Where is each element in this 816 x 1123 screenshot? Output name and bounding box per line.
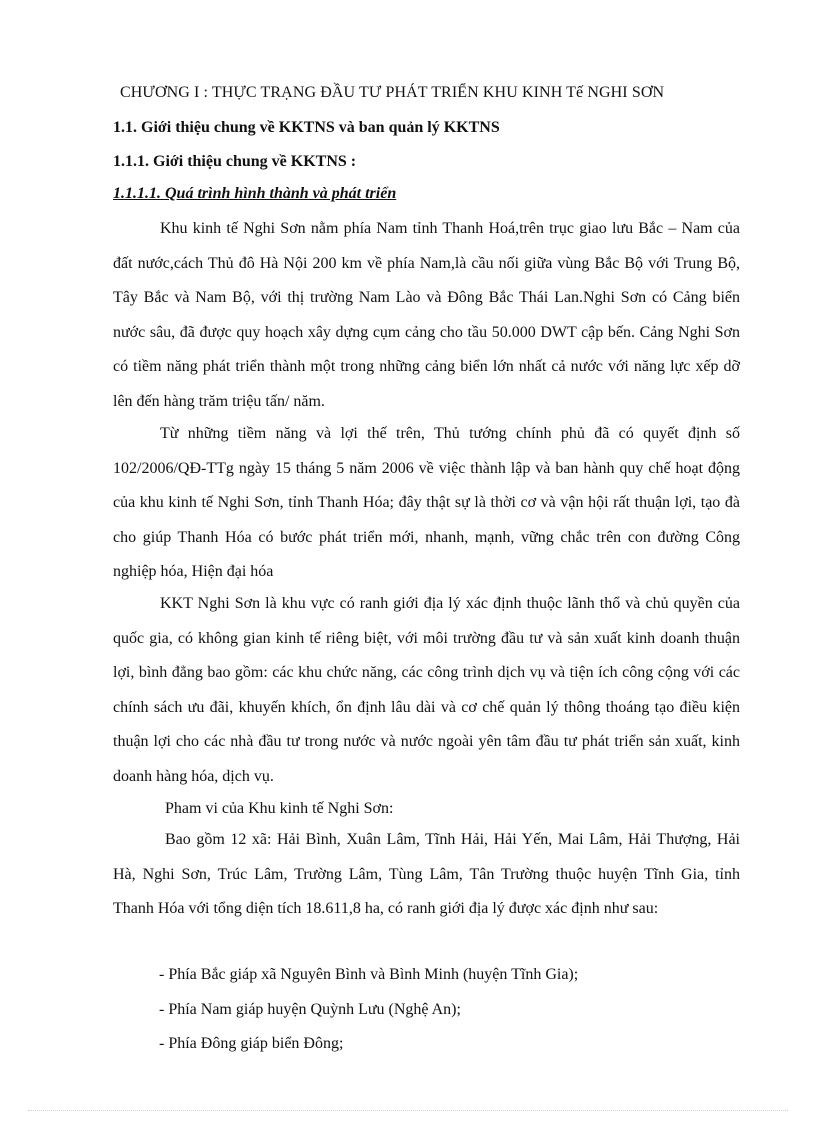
boundary-south: - Phía Nam giáp huyện Quỳnh Lưu (Nghệ An); [159, 1001, 461, 1018]
paragraph-location: Khu kinh tế Nghi Sơn nằm phía Nam tỉnh Thanh Hoá,trên trục giao lưu Bắc – Nam của đất nước,cách Thủ đô Hà Nội 200 km về phía Nam,là cầu nối giữa vùng Bắc Bộ với Trung Bộ, Tây Bắc và Nam Bộ, với thị trường Nam Lào và Đông Bắc Thái Lan.Nghi Sơn có Cảng biển nước sâu, đã được quy hoạch xây dựng cụm cảng cho tầu 50.000 DWT cập bến. Cảng Nghi Sơn có tiềm năng phát triển thành một trong những cảng biển lớn nhất cả nước với năng lực xếp dỡ lên đến hàng trăm triệu tấn/ năm. [113, 220, 740, 410]
boundary-east: - Phía Đông giáp biển Đông; [159, 1035, 344, 1052]
section-heading-1-1-1: 1.1.1. Giới thiệu chung về KKTNS : [113, 153, 357, 170]
section-heading-1-1-1-1: 1.1.1.1. Quá trình hình thành và phát triển [113, 185, 397, 202]
paragraph-scope-label: Pham vi của Khu kinh tế Nghi Sơn: [165, 800, 394, 817]
boundary-north: - Phía Bắc giáp xã Nguyên Bình và Bình Minh (huyện Tĩnh Gia); [159, 966, 579, 983]
page-footer-divider [28, 1110, 788, 1111]
paragraph-definition: KKT Nghi Sơn là khu vực có ranh giới địa lý xác định thuộc lãnh thổ và chủ quyền của quốc gia, có không gian kinh tế riêng biệt, với môi trường đầu tư và sản xuất kinh doanh thuận lợi, bình đẳng bao gồm: các khu chức năng, các công trình dịch vụ và tiện ích công cộng với các chính sách ưu đãi, khuyến khích, ổn định lâu dài và cơ chế quản lý thông thoáng tạo điều kiện thuận lợi cho các nhà đầu tư trong nước và nước ngoài yên tâm đầu tư phát triển sản xuất, kinh doanh hàng hóa, dịch vụ. [113, 595, 740, 785]
chapter-title: CHƯƠNG I : THỰC TRẠNG ĐẦU TƯ PHÁT TRIỂN KHU KINH Tế NGHI SƠN [120, 84, 665, 101]
section-heading-1-1: 1.1. Giới thiệu chung về KKTNS và ban quản lý KKTNS [113, 119, 500, 136]
paragraph-communes: Bao gồm 12 xã: Hải Bình, Xuân Lâm, Tĩnh Hải, Hải Yến, Mai Lâm, Hải Thượng, Hải Hà, Nghi Sơn, Trúc Lâm, Trường Lâm, Tùng Lâm, Tân Trường thuộc huyện Tĩnh Gia, tỉnh Thanh Hóa với tổng diện tích 18.611,8 ha, có ranh giới địa lý được xác định như sau: [113, 831, 740, 917]
paragraph-decision: Từ những tiềm năng và lợi thế trên, Thủ tướng chính phủ đã có quyết định số 102/2006/QĐ-TTg ngày 15 tháng 5 năm 2006 về việc thành lập và ban hành quy chế hoạt động của khu kinh tế Nghi Sơn, tỉnh Thanh Hóa; đây thật sự là thời cơ và vận hội rất thuận lợi, tạo đà cho giúp Thanh Hóa có bước phát triển mới, nhanh, mạnh, vững chắc trên con đường Công nghiệp hóa, Hiện đại hóa [113, 425, 740, 580]
